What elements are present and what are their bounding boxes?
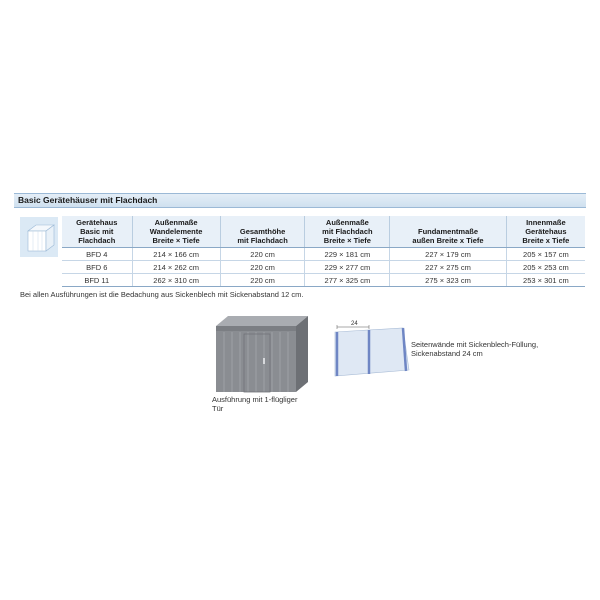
table-body <box>62 248 585 287</box>
table-header-cell <box>220 216 305 248</box>
table-cell: 214 × 166 cm <box>132 248 220 261</box>
table-cell: 227 × 179 cm <box>390 248 506 261</box>
table-cell: 275 × 323 cm <box>390 274 506 287</box>
table-header-line: Breite x Tiefe <box>522 236 570 245</box>
table-header-cell <box>506 216 585 248</box>
panel-dimension-label: 24 <box>351 321 358 327</box>
shed-thumbnail-icon <box>20 217 58 257</box>
shed-caption-line: Ausführung mit 1-flügliger <box>212 395 298 404</box>
table-cell: 214 × 262 cm <box>132 261 220 274</box>
roof-note: Bei allen Ausführungen ist die Bedachung aus Sickenblech mit Sickenabstand 12 cm. <box>20 290 304 299</box>
shed-caption <box>212 395 322 413</box>
table-cell: 205 × 253 cm <box>506 261 585 274</box>
table-header-line: mit Flachdach <box>322 227 373 236</box>
table-row <box>62 261 585 274</box>
table-row <box>62 248 585 261</box>
panel-caption <box>411 340 581 358</box>
table-cell: 205 × 157 cm <box>506 248 585 261</box>
specs-table <box>62 216 585 287</box>
table-header-line: Außenmaße <box>154 218 198 227</box>
table-header-line: Flachdach <box>78 236 116 245</box>
table-header-cell <box>132 216 220 248</box>
table-cell: 220 cm <box>220 248 305 261</box>
table-header-line: Gerätehaus <box>525 227 567 236</box>
table-header-cell <box>305 216 390 248</box>
table-header-line: Gerätehaus <box>76 218 118 227</box>
table-row <box>62 274 585 287</box>
table-header-line: Fundamentmaße <box>417 227 478 236</box>
table-cell: BFD 4 <box>62 248 132 261</box>
table-header-line: Außenmaße <box>325 218 369 227</box>
table-header-line: Innenmaße <box>526 218 566 227</box>
corrugated-panel-illustration <box>333 318 413 380</box>
table-header-line: Gesamthöhe <box>239 227 286 236</box>
table-header-line: außen Breite x Tiefe <box>412 236 484 245</box>
table-cell: 277 × 325 cm <box>305 274 390 287</box>
table-cell: 229 × 277 cm <box>305 261 390 274</box>
table-cell: 220 cm <box>220 261 305 274</box>
shed-illustration <box>210 312 310 394</box>
shed-caption-line: Tür <box>212 404 224 413</box>
table-header-cell <box>390 216 506 248</box>
table-cell: 227 × 275 cm <box>390 261 506 274</box>
table-header-line: Breite × Tiefe <box>323 236 371 245</box>
table-header-line: Breite × Tiefe <box>152 236 200 245</box>
table-header-row <box>62 216 585 248</box>
table-cell: 220 cm <box>220 274 305 287</box>
table-cell: BFD 6 <box>62 261 132 274</box>
table-cell: 253 × 301 cm <box>506 274 585 287</box>
table-cell: BFD 11 <box>62 274 132 287</box>
table-header-line: Basic mit <box>80 227 114 236</box>
table-header-cell <box>62 216 132 248</box>
section-header-bar <box>14 193 586 208</box>
panel-caption-line: Seitenwände mit Sickenblech-Füllung, <box>411 340 539 349</box>
section-title: Basic Gerätehäuser mit Flachdach <box>18 195 158 205</box>
panel-caption-line: Sickenabstand 24 cm <box>411 349 483 358</box>
table-cell: 262 × 310 cm <box>132 274 220 287</box>
table-cell: 229 × 181 cm <box>305 248 390 261</box>
table-header-line: Wandelemente <box>149 227 203 236</box>
table-header-line: mit Flachdach <box>237 236 288 245</box>
